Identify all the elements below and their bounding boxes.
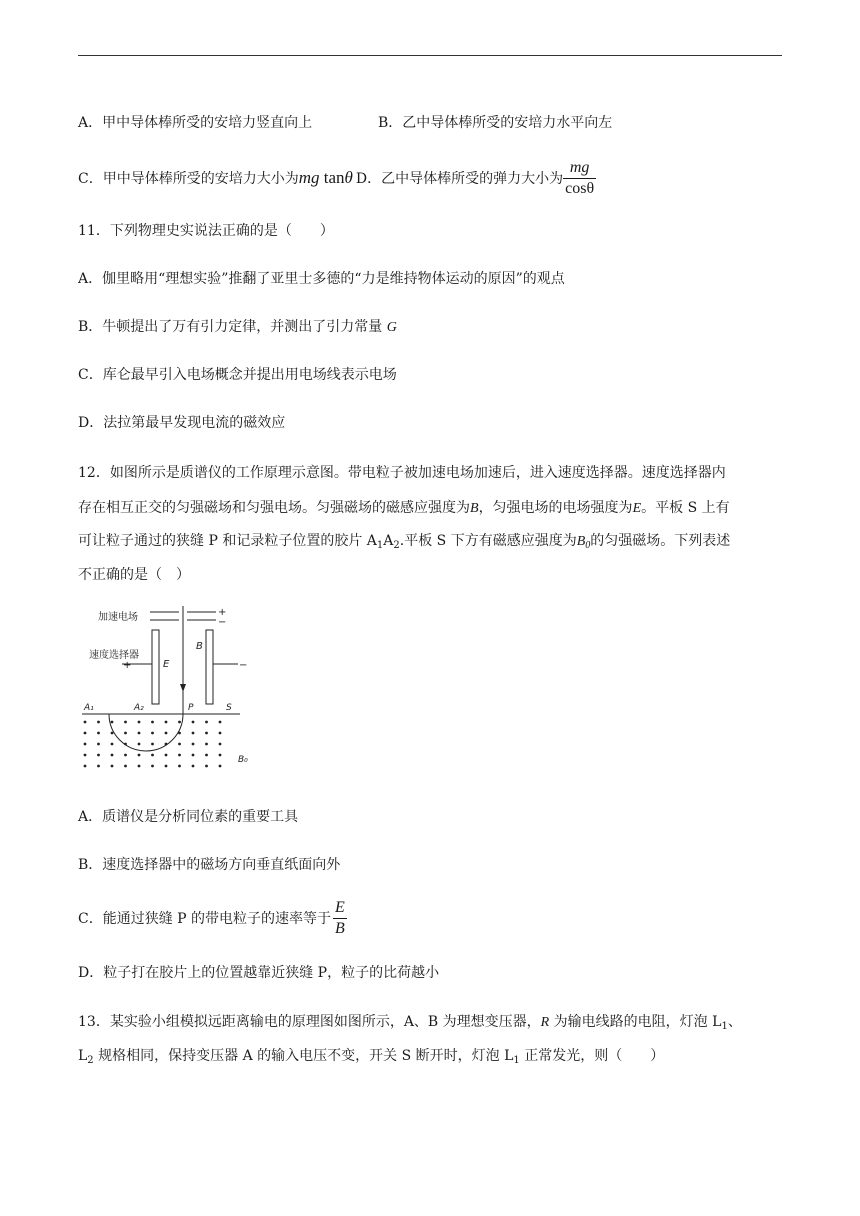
label-velocity-selector: 速度选择器	[89, 650, 139, 661]
q13-stem-line-2: $L_2$ 规格相同，保持变压器 A 的输入电压不变，开关 S 断开时，灯泡 $L_1$ 正常发光，则（ ）	[78, 1048, 665, 1066]
field-dot	[151, 732, 154, 735]
field-dot	[111, 765, 114, 768]
selector-plate-right	[206, 630, 213, 704]
q11-option-a: A．伽里略用“理想实验”推翻了亚里士多德的“力是维持物体运动的原因”的观点	[78, 271, 565, 287]
q12-option-c-fraction: $\frac{E}{B}$	[335, 898, 345, 937]
field-dot	[178, 721, 181, 724]
q10-option-c-math: mg tanθ	[298, 168, 353, 187]
field-dot	[111, 754, 114, 757]
field-dot	[205, 732, 208, 735]
field-dot	[178, 754, 181, 757]
field-dot	[165, 765, 168, 768]
field-dot	[124, 754, 127, 757]
q11-stem: 11．下列物理史实说法正确的是（ ）	[78, 223, 334, 239]
label-A1: A₁	[84, 703, 94, 713]
field-dots-B0	[84, 721, 222, 768]
field-dot	[97, 754, 100, 757]
q12-option-b: B．速度选择器中的磁场方向垂直纸面向外	[78, 857, 341, 873]
q12-option-c: C．能通过狭缝 P 的带电粒子的速率等于 $\frac{E}{B}$	[78, 898, 345, 937]
q10-option-c-text: C．甲中导体棒所受的安培力大小为	[78, 171, 299, 187]
q12-stem-line-4: 不正确的是（ ）	[78, 567, 190, 583]
field-dot	[165, 721, 168, 724]
field-dot	[84, 765, 87, 768]
field-dot	[124, 732, 127, 735]
label-minus-top: −	[218, 617, 227, 628]
label-B0: B₀	[238, 755, 248, 765]
field-dot	[84, 721, 87, 724]
field-dot	[84, 732, 87, 735]
q10-option-d-fraction: $\frac{mg}{\cos\theta}$	[565, 158, 595, 197]
field-dot	[138, 721, 141, 724]
q10-option-b	[378, 112, 612, 132]
field-dot	[192, 765, 195, 768]
field-dot	[97, 743, 100, 746]
arrow-down-icon	[180, 684, 186, 692]
field-dot	[165, 732, 168, 735]
field-dot	[111, 732, 114, 735]
field-dot	[205, 765, 208, 768]
field-dot	[192, 721, 195, 724]
field-dot	[124, 765, 127, 768]
field-dot	[151, 743, 154, 746]
field-dot	[111, 721, 114, 724]
field-dot	[219, 765, 222, 768]
field-dot	[138, 732, 141, 735]
q12-stem-line-3: 可让粒子通过的狭缝 P 和记录粒子位置的胶片 $A_1A_2$.平板 S 下方有磁感应强度为$B_0$的匀强磁场。下列表述	[78, 533, 731, 551]
label-plus-top: +	[218, 607, 227, 618]
field-dot	[138, 754, 141, 757]
q12-stem-line-1: 12．如图所示是质谱仪的工作原理示意图。带电粒子被加速电场加速后，进入速度选择器。速度选择器内	[78, 465, 726, 481]
field-dot	[192, 754, 195, 757]
field-dot	[192, 732, 195, 735]
field-dot	[151, 754, 154, 757]
label-S: S	[226, 703, 232, 713]
label-P: P	[188, 703, 194, 713]
field-dot	[219, 754, 222, 757]
label-accel-field: 加速电场	[98, 612, 138, 623]
particle-trajectory-arc	[109, 704, 183, 751]
label-B: B	[196, 641, 203, 652]
field-dot	[138, 765, 141, 768]
field-dot	[97, 732, 100, 735]
field-dot	[97, 765, 100, 768]
mass-spectrometer-diagram	[78, 600, 268, 785]
q10-option-a	[78, 112, 312, 132]
field-dot	[138, 743, 141, 746]
field-dot	[111, 743, 114, 746]
header-rule	[78, 55, 782, 56]
field-dot	[84, 754, 87, 757]
q12-option-a: A．质谱仪是分析同位素的重要工具	[78, 809, 299, 825]
field-dot	[165, 743, 168, 746]
field-dot	[178, 743, 181, 746]
label-A2: A₂	[134, 703, 144, 713]
field-dot	[219, 732, 222, 735]
field-dot	[205, 721, 208, 724]
label-plus-left: +	[123, 660, 132, 671]
field-dot	[205, 743, 208, 746]
field-dot	[205, 754, 208, 757]
q11-option-c: C．库仑最早引入电场概念并提出用电场线表示电场	[78, 367, 397, 383]
field-dot	[97, 721, 100, 724]
field-dot	[178, 732, 181, 735]
field-dot	[219, 721, 222, 724]
selector-plate-left	[152, 630, 159, 704]
field-dot	[165, 754, 168, 757]
field-dot	[178, 765, 181, 768]
label-E: E	[163, 659, 170, 670]
q10-option-b-text: B．乙中导体棒所受的安培力水平向左	[378, 115, 613, 131]
q11-option-d: D．法拉第最早发现电流的磁效应	[78, 415, 286, 431]
field-dot	[84, 743, 87, 746]
q10-option-a-text: A．甲中导体棒所受的安培力竖直向上	[78, 115, 313, 131]
q12-option-d: D．粒子打在胶片上的位置越靠近狭缝 P，粒子的比荷越小	[78, 965, 440, 981]
field-dot	[124, 721, 127, 724]
q10-option-c-d-row	[78, 158, 596, 198]
field-dot	[151, 721, 154, 724]
field-dot	[219, 743, 222, 746]
field-dot	[151, 765, 154, 768]
q12-stem-line-2: 存在相互正交的匀强磁场和匀强电场。匀强磁场的磁感应强度为B，匀强电场的电场强度为E。平板 S 上有	[78, 500, 730, 516]
field-dot	[192, 743, 195, 746]
q10-option-d-text: D．乙中导体棒所受的弹力大小为	[355, 171, 564, 187]
field-dot	[124, 743, 127, 746]
label-minus-right: −	[239, 660, 248, 671]
q11-option-b: B．牛顿提出了万有引力定律，并测出了引力常量 G	[78, 319, 397, 335]
q13-stem-line-1: 13．某实验小组模拟远距离输电的原理图如图所示，A、B 为理想变压器，R 为输电线路的电阻，灯泡 $L_1$、	[78, 1014, 742, 1032]
